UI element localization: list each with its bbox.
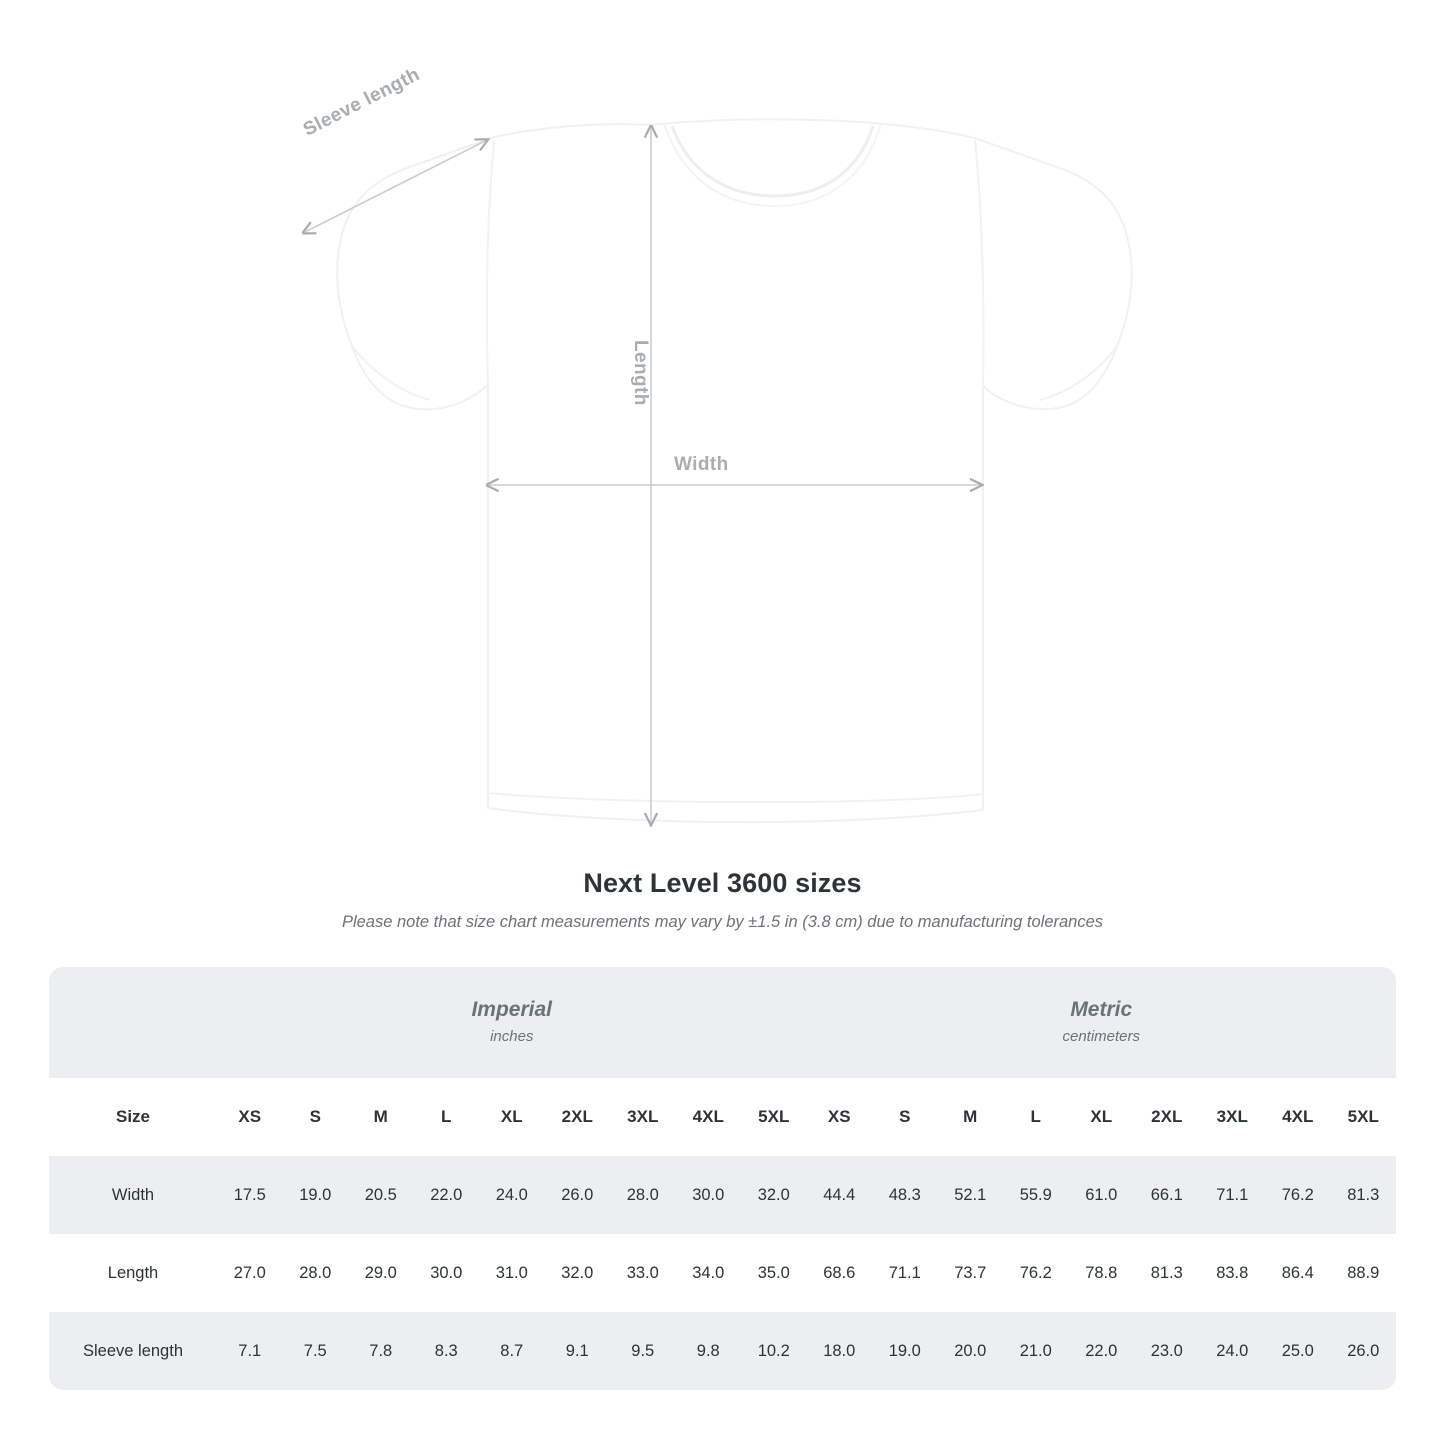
cell-length-imperial: 29.0: [348, 1234, 414, 1312]
cell-length-imperial: 30.0: [414, 1234, 480, 1312]
size-header-cell: 4XL: [676, 1078, 742, 1156]
cell-width-imperial: 24.0: [479, 1156, 545, 1234]
size-header-cell: M: [938, 1078, 1004, 1156]
cell-length-metric: 73.7: [938, 1234, 1004, 1312]
size-header-cell: 2XL: [1134, 1078, 1200, 1156]
page-title: Next Level 3600 sizes: [583, 868, 862, 898]
cell-length-imperial: 34.0: [676, 1234, 742, 1312]
cell-length-imperial: 35.0: [741, 1234, 807, 1312]
t-shirt-shape: [337, 119, 1132, 822]
size-header-cell: 4XL: [1265, 1078, 1331, 1156]
tolerance-note: Please note that size chart measurements may vary by ±1.5 in (3.8 cm) due to manufacturing tolerances: [341, 913, 1104, 931]
size-header-cell: S: [283, 1078, 349, 1156]
table-corner-cell: [49, 967, 217, 1078]
cell-width-metric: 81.3: [1331, 1156, 1397, 1234]
cell-width-imperial: 22.0: [414, 1156, 480, 1234]
size-header-cell: L: [1003, 1078, 1069, 1156]
table-row: [49, 1312, 1396, 1390]
row-label-length: Length: [49, 1234, 217, 1312]
cell-width-metric: 52.1: [938, 1156, 1004, 1234]
size-header-cell: XL: [1069, 1078, 1135, 1156]
size-header-label: Size: [49, 1078, 217, 1156]
width-label: Width: [674, 454, 729, 475]
size-header-cell: 5XL: [741, 1078, 807, 1156]
cell-sleeve-metric: 18.0: [807, 1312, 873, 1390]
cell-length-imperial: 27.0: [217, 1234, 283, 1312]
unit-group-imperial: [217, 967, 807, 1078]
cell-sleeve-imperial: 9.8: [676, 1312, 742, 1390]
cell-sleeve-imperial: 7.5: [283, 1312, 349, 1390]
cell-length-metric: 78.8: [1069, 1234, 1135, 1312]
cell-sleeve-metric: 21.0: [1003, 1312, 1069, 1390]
cell-width-metric: 55.9: [1003, 1156, 1069, 1234]
cell-length-metric: 68.6: [807, 1234, 873, 1312]
cell-sleeve-metric: 19.0: [872, 1312, 938, 1390]
cell-width-imperial: 20.5: [348, 1156, 414, 1234]
cell-sleeve-metric: 24.0: [1200, 1312, 1266, 1390]
size-header-cell: 3XL: [1200, 1078, 1266, 1156]
size-header-cell: 2XL: [545, 1078, 611, 1156]
size-header-row: [49, 1078, 1396, 1156]
size-header-cell: XS: [807, 1078, 873, 1156]
row-label-width: Width: [49, 1156, 217, 1234]
cell-width-metric: 71.1: [1200, 1156, 1266, 1234]
cell-sleeve-imperial: 7.1: [217, 1312, 283, 1390]
cell-length-metric: 88.9: [1331, 1234, 1397, 1312]
cell-sleeve-metric: 23.0: [1134, 1312, 1200, 1390]
cell-width-metric: 76.2: [1265, 1156, 1331, 1234]
unit-group-metric: [807, 967, 1397, 1078]
cell-width-imperial: 17.5: [217, 1156, 283, 1234]
cell-sleeve-imperial: 9.1: [545, 1312, 611, 1390]
cell-length-imperial: 28.0: [283, 1234, 349, 1312]
cell-width-metric: 61.0: [1069, 1156, 1135, 1234]
size-header-cell: 5XL: [1331, 1078, 1397, 1156]
unit-group-metric-name: Metric: [1070, 998, 1133, 1022]
cell-sleeve-imperial: 10.2: [741, 1312, 807, 1390]
row-label-sleeve-length: Sleeve length: [49, 1312, 217, 1390]
unit-group-imperial-name: Imperial: [471, 998, 553, 1022]
size-header-cell: L: [414, 1078, 480, 1156]
cell-sleeve-imperial: 8.7: [479, 1312, 545, 1390]
cell-sleeve-metric: 20.0: [938, 1312, 1004, 1390]
cell-width-metric: 66.1: [1134, 1156, 1200, 1234]
cell-length-metric: 76.2: [1003, 1234, 1069, 1312]
cell-width-metric: 44.4: [807, 1156, 873, 1234]
cell-width-imperial: 28.0: [610, 1156, 676, 1234]
sleeve-length-label: Sleeve length: [300, 64, 424, 141]
cell-length-imperial: 31.0: [479, 1234, 545, 1312]
title-block: [0, 868, 1445, 932]
size-table-wrapper: [49, 967, 1396, 1390]
size-header-cell: XS: [217, 1078, 283, 1156]
cell-sleeve-metric: 26.0: [1331, 1312, 1397, 1390]
cell-sleeve-imperial: 8.3: [414, 1312, 480, 1390]
cell-length-metric: 71.1: [872, 1234, 938, 1312]
size-header-cell: M: [348, 1078, 414, 1156]
cell-length-metric: 81.3: [1134, 1234, 1200, 1312]
cell-length-imperial: 32.0: [545, 1234, 611, 1312]
cell-width-imperial: 30.0: [676, 1156, 742, 1234]
length-label: Length: [630, 340, 651, 406]
table-row: [49, 1156, 1396, 1234]
cell-width-imperial: 19.0: [283, 1156, 349, 1234]
cell-width-imperial: 32.0: [741, 1156, 807, 1234]
size-header-cell: S: [872, 1078, 938, 1156]
table-row: [49, 1234, 1396, 1312]
cell-sleeve-metric: 22.0: [1069, 1312, 1135, 1390]
unit-group-metric-unit: centimeters: [1062, 1027, 1141, 1045]
size-table: [49, 967, 1396, 1390]
size-header-cell: 3XL: [610, 1078, 676, 1156]
cell-sleeve-metric: 25.0: [1265, 1312, 1331, 1390]
cell-length-imperial: 33.0: [610, 1234, 676, 1312]
cell-width-imperial: 26.0: [545, 1156, 611, 1234]
cell-sleeve-imperial: 9.5: [610, 1312, 676, 1390]
cell-length-metric: 86.4: [1265, 1234, 1331, 1312]
cell-length-metric: 83.8: [1200, 1234, 1266, 1312]
size-header-cell: XL: [479, 1078, 545, 1156]
cell-width-metric: 48.3: [872, 1156, 938, 1234]
cell-sleeve-imperial: 7.8: [348, 1312, 414, 1390]
unit-group-imperial-unit: inches: [490, 1027, 534, 1045]
unit-header-row: [49, 967, 1396, 1078]
